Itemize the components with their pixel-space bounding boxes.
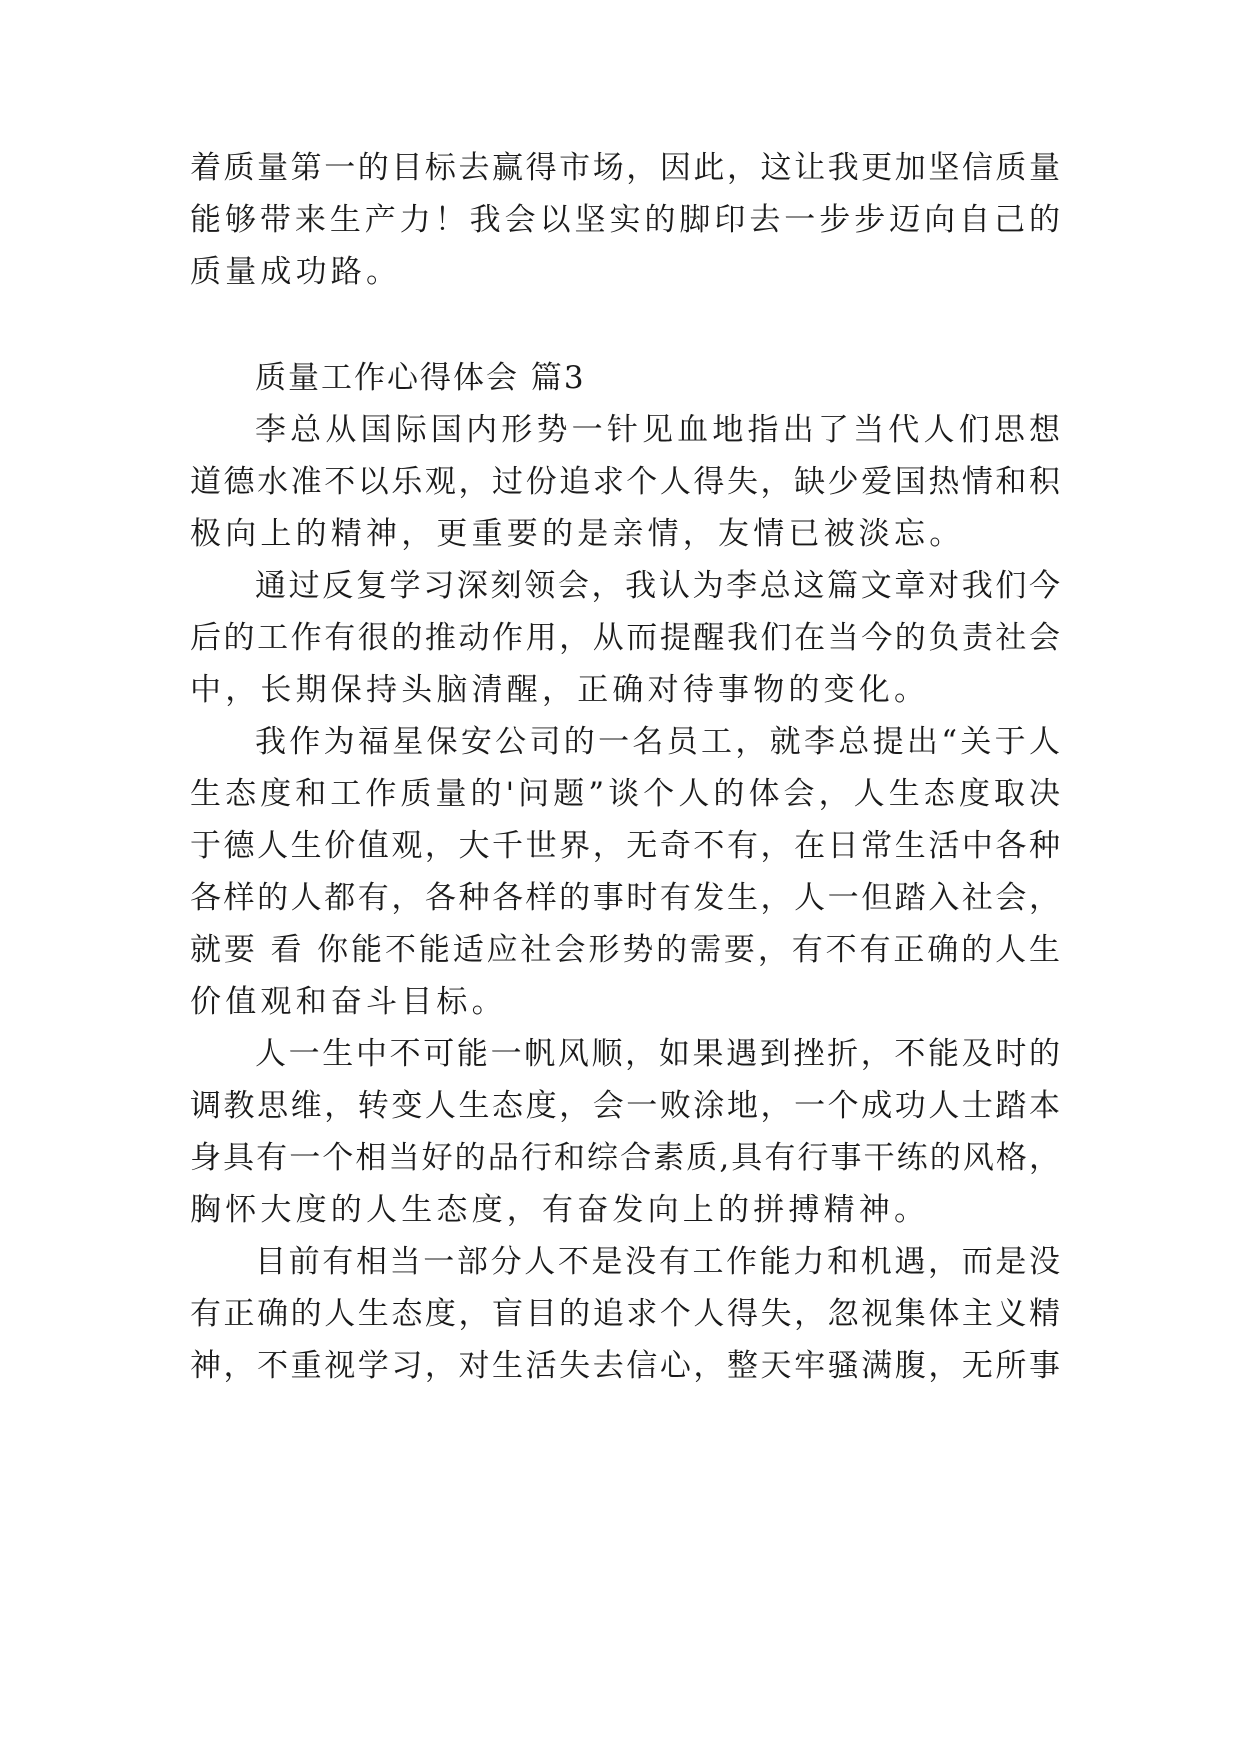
intro-line-3: 质量成功路。 <box>190 254 402 290</box>
paragraph-3-line-1: 我作为福星保安公司的一名员工，就李总提出“关于人 <box>255 724 1060 760</box>
paragraph-2-line-2: 后的工作有很的推动作用，从而提醒我们在当今的负责社会 <box>190 620 1060 656</box>
paragraph-2-line-1: 通过反复学习深刻领会，我认为李总这篇文章对我们今 <box>255 568 1060 604</box>
paragraph-3-line-3: 于德人生价值观，大千世界，无奇不有，在日常生活中各种 <box>190 828 1060 864</box>
paragraph-4-line-2: 调教思维，转变人生态度，会一败涂地，一个成功人士踏本 <box>190 1088 1060 1124</box>
paragraph-3-line-4: 各样的人都有，各种各样的事时有发生，人一但踏入社会， <box>190 880 1060 916</box>
paragraph-3-line-6: 价值观和奋斗目标。 <box>190 984 507 1020</box>
intro-line-1: 着质量第一的目标去赢得市场，因此，这让我更加坚信质量 <box>190 150 1060 186</box>
paragraph-3-line-5: 就要 看 你能不能适应社会形势的需要，有不有正确的人生 <box>190 932 1060 968</box>
paragraph-1-line-2: 道德水准不以乐观，过份追求个人得失，缺少爱国热情和积 <box>190 464 1060 500</box>
paragraph-5-line-3: 神，不重视学习，对生活失去信心，整天牢骚满腹，无所事 <box>190 1348 1060 1384</box>
paragraph-3-line-2: 生态度和工作质量的'问题”谈个人的体会，人生态度取决 <box>190 776 1060 812</box>
paragraph-4-line-3: 身具有一个相当好的品行和综合素质,具有行事干练的风格， <box>190 1140 1060 1176</box>
paragraph-4-line-1: 人一生中不可能一帆风顺，如果遇到挫折，不能及时的 <box>255 1036 1060 1072</box>
paragraph-1-line-3: 极向上的精神，更重要的是亲情，友情已被淡忘。 <box>190 516 965 552</box>
section-title: 质量工作心得体会 篇3 <box>255 360 586 396</box>
paragraph-1-line-1: 李总从国际国内形势一针见血地指出了当代人们思想 <box>255 412 1060 448</box>
paragraph-2-line-3: 中，长期保持头脑清醒，正确对待事物的变化。 <box>190 672 930 708</box>
paragraph-5-line-2: 有正确的人生态度，盲目的追求个人得失，忽视集体主义精 <box>190 1296 1060 1332</box>
intro-line-2: 能够带来生产力！我会以坚实的脚印去一步步迈向自己的 <box>190 202 1060 238</box>
paragraph-4-line-4: 胸怀大度的人生态度，有奋发向上的拼搏精神。 <box>190 1192 930 1228</box>
paragraph-5-line-1: 目前有相当一部分人不是没有工作能力和机遇，而是没 <box>255 1244 1060 1280</box>
